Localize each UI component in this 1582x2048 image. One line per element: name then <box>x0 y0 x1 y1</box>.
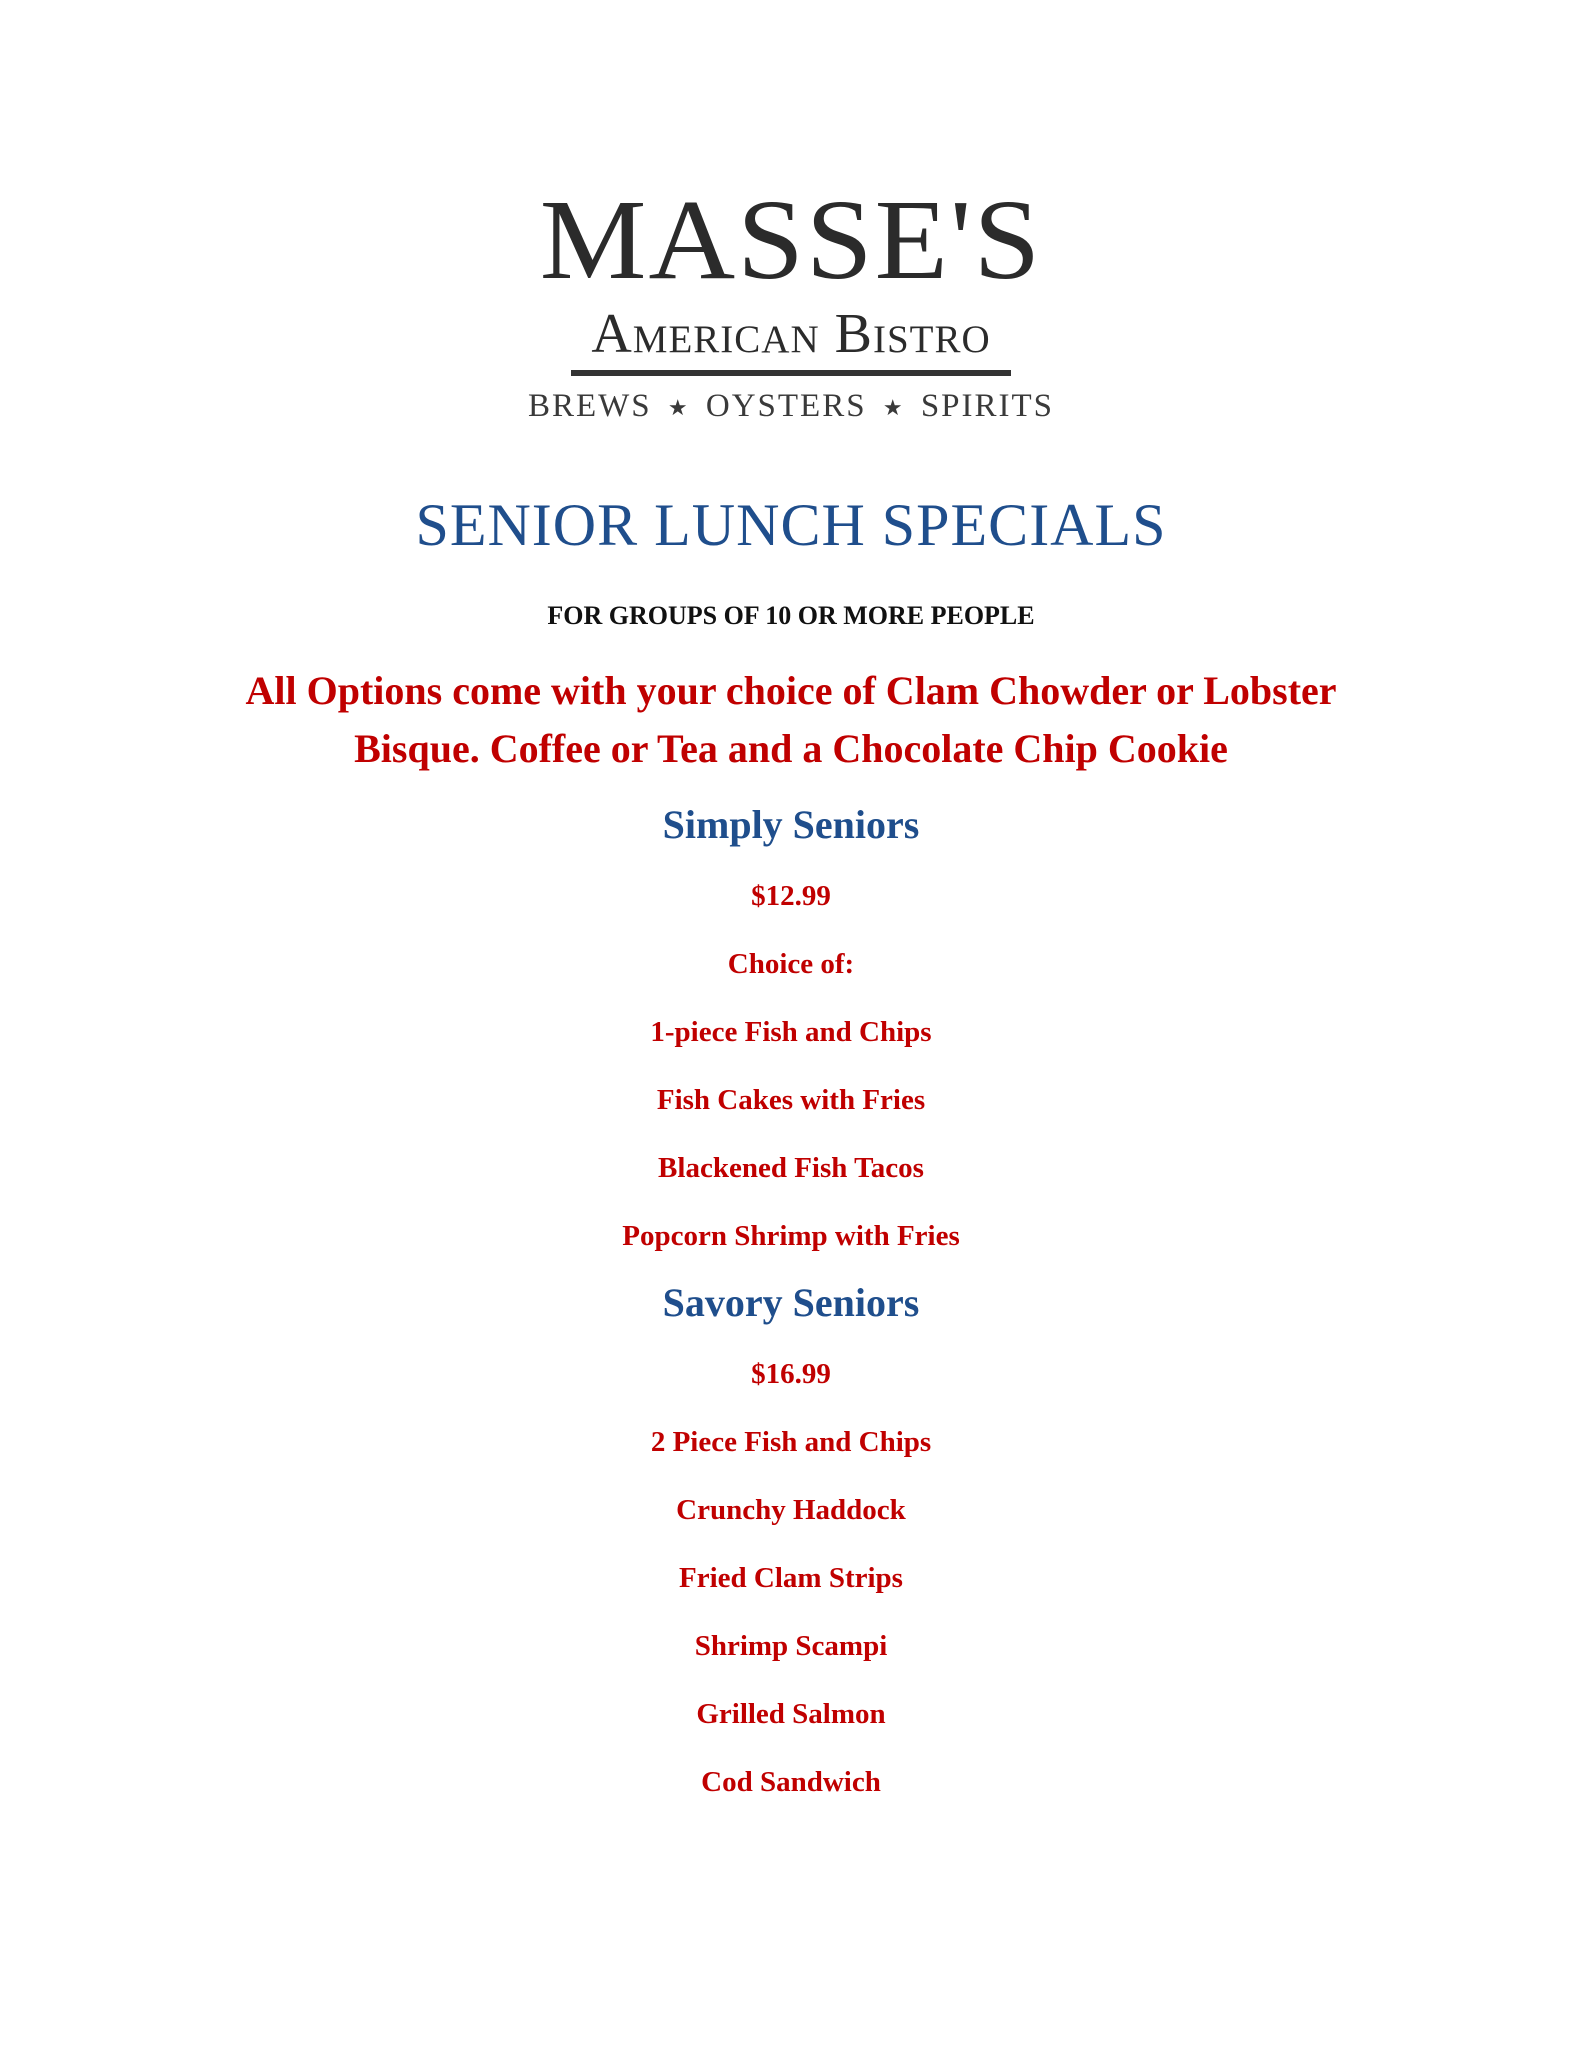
menu-section-simply-seniors <box>0 798 1582 1254</box>
logo-subtitle: American Bistro <box>591 303 991 365</box>
menu-section-savory-seniors <box>0 1276 1582 1800</box>
section-price: $16.99 <box>751 1358 831 1390</box>
menu-item: Crunchy Haddock <box>676 1494 906 1526</box>
page-title: SENIOR LUNCH SPECIALS <box>415 492 1167 558</box>
intro-line-2: Bisque. Coffee or Tea and a Chocolate Chip Cookie <box>354 726 1228 771</box>
menu-item: 1-piece Fish and Chips <box>650 1016 932 1048</box>
section-title: Simply Seniors <box>662 802 920 847</box>
restaurant-logo <box>0 176 1582 428</box>
logo-tagline-spirits: SPIRITS <box>920 388 1055 424</box>
menu-item: Fried Clam Strips <box>679 1562 903 1594</box>
menu-item: Choice of: <box>727 948 855 980</box>
menu-item: Popcorn Shrimp with Fries <box>622 1220 960 1252</box>
menu-sections <box>0 798 1582 1800</box>
menu-item: 2 Piece Fish and Chips <box>650 1426 932 1458</box>
group-size-note: FOR GROUPS OF 10 OR MORE PEOPLE <box>547 601 1035 630</box>
logo-tagline-oysters: OYSTERS <box>705 388 867 424</box>
logo-tagline-brews: BREWS <box>527 388 652 424</box>
menu-item: Blackened Fish Tacos <box>658 1152 924 1184</box>
logo-tagline <box>0 386 1582 428</box>
included-items-note <box>200 662 1382 778</box>
star-icon: ★ <box>882 395 905 421</box>
menu-item: Grilled Salmon <box>696 1698 886 1730</box>
section-price: $12.99 <box>751 880 831 912</box>
menu-item: Shrimp Scampi <box>694 1630 888 1662</box>
star-icon: ★ <box>667 395 690 421</box>
section-title: Savory Seniors <box>662 1280 920 1325</box>
logo-name: MASSE'S <box>539 176 1043 303</box>
menu-item: Fish Cakes with Fries <box>656 1084 926 1116</box>
intro-line-1: All Options come with your choice of Clam Chowder or Lobster <box>245 668 1337 713</box>
logo-divider <box>571 370 1011 376</box>
menu-item: Cod Sandwich <box>701 1766 881 1798</box>
